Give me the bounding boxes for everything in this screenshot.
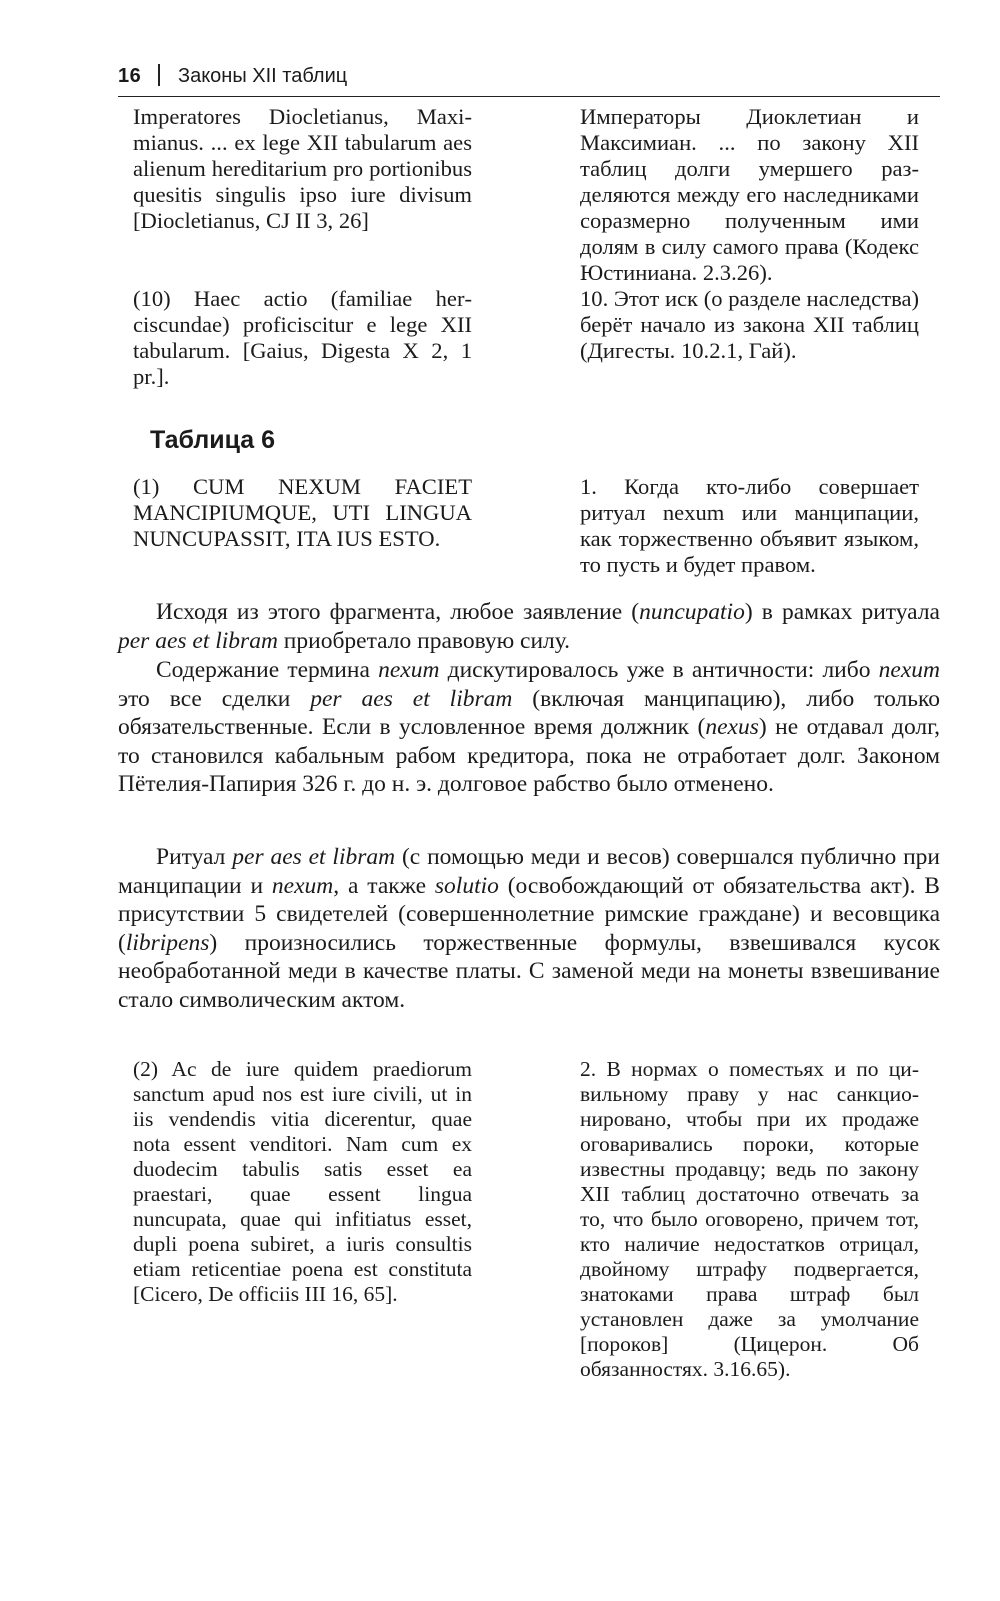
running-title: Законы XII таблиц — [178, 65, 348, 87]
russian-text-block-2: 10. Этот иск (о разделе наследства) берёт начало из закона XII таблиц (Дигесты. 10.2.1, Гай). — [580, 286, 919, 363]
body-paragraph-2: Содержание термина nexum дискутировалось уже в античности: либо nexum это все сделки per aes et libram (включая манципацию), либо только обязательственные. Если в условленное время должник (nexus) не отдавал долг, то становился кабальным рабом кредитора, пока не отработает долг. Законом Пётелия-Папирия 326 г. до н. э. долговое рабство было отменено. — [118, 657, 940, 798]
running-header — [118, 62, 940, 97]
header-separator — [158, 64, 160, 86]
latin-text-block-2: (10) Haec actio (familiae herciscundae) proficiscitur e lege XII tabularum. [Gaius, Digesta X 2, 1 pr.]. — [133, 286, 472, 389]
section-title: Таблица 6 — [150, 426, 276, 454]
latin-text-block-3: (1) CUM NEXUM FACIET MANCIPIUMQUE, UTI LINGUA NUNCUPASSIT, ITA IUS ESTO. — [133, 474, 472, 551]
body-paragraph-3: Ритуал per aes et libram (с помощью меди и весов) совершался публично при манципации и nexum, а также solutio (освобождающий от обязательства акт). В присутствии 5 свидетелей (совершеннолетние римские граждане) и весовщика (libripens) произносились торжественные формулы, взвешивался кусок необработанной меди в качестве платы. С заменой меди на монеты взвешивание стало символическим актом. — [118, 844, 940, 1013]
latin-text-block-4: (2) Ac de iure quidem praediorum sanctum apud nos est iure civili, ut in iis vendendis vitia dicerentur, quae nota essent venditori. Nam cum ex duodecim tabulis satis esset ea praestari, quae essent lingua nuncupata, quae qui infitiatus esset, dupli poena subiret, a iuris consultis etiam reticentiae poena est constituta [Cicero, De officiis III 16, 65]. — [133, 1057, 472, 1306]
russian-text-block-1: Императоры Диоклетиан и Максимиан. ... по закону XII таблиц долги умершего разделяются между его наследниками соразмерно полученным ими долям в силу самого права (Кодекс Юстиниана. 2.3.26). — [580, 104, 919, 285]
body-paragraph-1: Исходя из этого фрагмента, любое заявление (nuncupatio) в рамках ритуала per aes et libram приобретало правовую силу. — [118, 599, 940, 654]
page-number: 16 — [118, 65, 142, 87]
latin-text-block-1: Imperatores Diocletianus, Maximianus. ... ex lege XII tabularum aes alienum hereditarium pro portionibus quesitis singulis ipso iure divisum [Diocletianus, CJ II 3, 26] — [133, 104, 472, 233]
russian-text-block-3: 1. Когда кто-либо совершает ритуал nexum или манципации, как торжественно объявит языком, то пусть и будет правом. — [580, 474, 919, 577]
russian-text-block-4: 2. В нормах о поместьях и по цивильному праву у нас санкционировано, чтобы при их продаже оговаривались пороки, которые известны продавцу; ведь по закону XII таблиц достаточно отвечать за то, что было оговорено, причем тот, кто наличие недостатков отрицал, двойному штрафу подвергается, знатоками права штраф был установлен даже за умолчание [пороков] (Цицерон. Об обязанностях. 3.16.65). — [580, 1057, 919, 1381]
